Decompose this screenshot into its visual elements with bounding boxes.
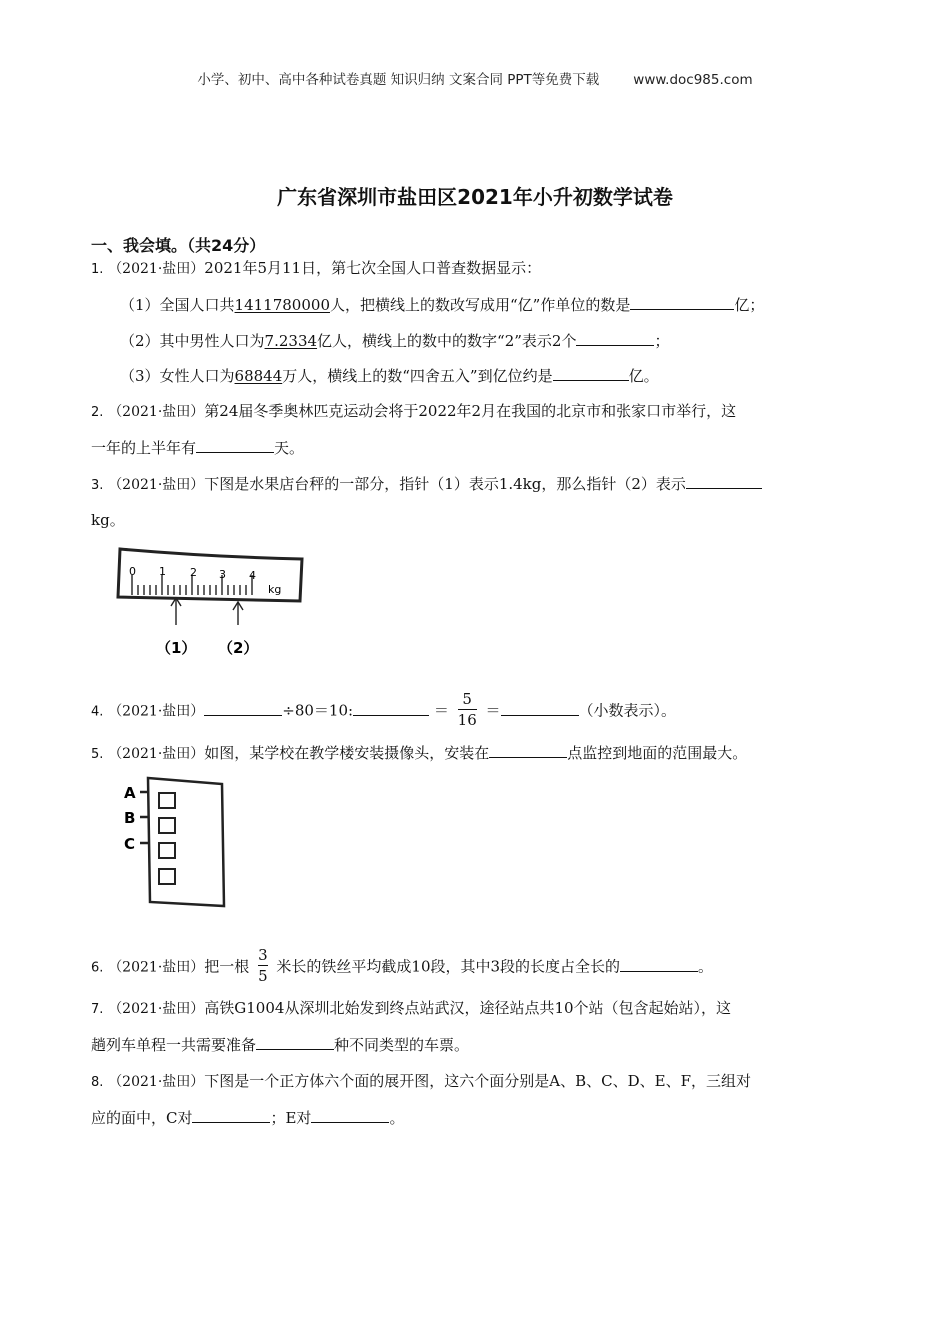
question-text: 。 [698,957,714,976]
answer-blank[interactable] [204,701,282,716]
fraction [458,690,477,729]
question-text: 一年的上半年有 [91,439,197,457]
question-7-line-2 [91,1035,469,1055]
question-text: 趟列车单程一共需要准备 [91,1036,257,1054]
question-3 [91,474,762,496]
question-number: 5. [91,747,104,762]
question-text: 2021年5月11日，第七次全国人口普查数据显示： [204,259,542,277]
question-text: ÷80＝10: [282,701,354,720]
answer-blank[interactable] [192,1108,270,1123]
question-1-part-2 [120,331,670,351]
question-text: 如图，某学校在教学楼安装摄像头，安装在 [204,744,490,762]
exam-title: 广东省深圳市盐田区2021年小升初数学试卷 [277,185,673,209]
question-1 [91,258,541,280]
question-text: 点监控到地面的范围最大。 [567,744,748,762]
question-text: 高铁G1004从深圳北始发到终点站武汉，途径站点共10个站（包含起始站），这 [204,999,732,1017]
part-text: 万人，横线上的数“四舍五入”到亿位约是 [282,367,553,385]
answer-blank[interactable] [353,701,429,716]
building-figure [118,772,233,910]
part-text: ； [654,332,670,350]
answer-blank[interactable] [620,957,698,972]
point-label-c: C [124,835,136,853]
part-text: （3）女性人口为 [120,367,235,385]
part-text: 亿人，横线上的数中的数字“2”表示2个 [317,332,577,350]
question-source: （2021·盐田） [108,404,205,420]
question-number: 8. [91,1075,104,1090]
question-text: （小数表示）。 [578,701,677,720]
underlined-number: 68844 [234,367,283,385]
pointer-2-label: （2） [218,639,259,657]
question-8 [91,1071,751,1093]
question-1-part-3 [120,366,659,386]
scale-tick-label: 3 [219,568,226,581]
question-source: （2021·盐田） [108,261,205,277]
scale-tick-label: 0 [129,565,136,578]
question-number: 6. [91,960,104,976]
part-text: （1）全国人口共 [120,296,235,314]
header-site-link[interactable]: www.doc985.com [633,72,753,88]
answer-blank[interactable] [553,366,629,381]
part-text: 人，把横线上的数改写成用“亿”作单位的数是 [329,296,631,314]
fraction-denominator: 5 [258,967,268,985]
part-text: 亿。 [628,367,659,385]
question-source: （2021·盐田） [108,1001,205,1017]
underlined-number: 7.2334 [264,332,318,350]
page-header [0,68,950,88]
question-2 [91,401,736,423]
scale-tick-label: 2 [190,566,197,579]
answer-blank[interactable] [630,295,734,310]
equals-sign: ＝ [433,701,449,720]
question-2-line-2 [91,438,304,458]
question-number: 1. [91,262,104,277]
question-source: （2021·盐田） [108,477,205,493]
question-number: 4. [91,704,104,720]
question-5 [91,743,747,765]
question-4 [91,692,676,731]
fraction-numerator: 5 [462,690,472,708]
question-text: 下图是一个正方体六个面的展开图，这六个面分别是A、B、C、D、E、F，三组对 [204,1072,752,1090]
fraction-numerator: 3 [258,946,268,964]
point-label-a: A [124,784,136,802]
question-7 [91,998,731,1020]
part-text: 亿； [734,296,765,314]
question-text: kg。 [91,511,125,529]
part-text: （2）其中男性人口为 [120,332,265,350]
question-text: 把一根 [204,957,250,976]
question-text: 下图是水果店台秤的一部分，指针（1）表示1.4kg，那么指针（2）表示 [204,475,686,493]
scale-figure [112,545,312,663]
question-text: 天。 [274,439,305,457]
answer-blank[interactable] [501,701,579,716]
question-6 [91,948,713,987]
question-source: （2021·盐田） [108,1074,205,1090]
answer-blank[interactable] [489,743,567,758]
answer-blank[interactable] [256,1035,334,1050]
question-text: 第24届冬季奥林匹克运动会将于2022年2月在我国的北京市和张家口市举行，这 [204,402,737,420]
question-text: 种不同类型的车票。 [334,1036,470,1054]
question-source: （2021·盐田） [108,959,205,976]
underlined-number: 1411780000 [234,296,330,314]
answer-blank[interactable] [686,474,762,489]
equals-sign: ＝ [485,701,501,720]
question-3-line-2 [91,510,125,530]
pointer-1-label: （1） [156,639,197,657]
header-banner: 小学、初中、高中各种试卷真题 知识归纳 文案合同 PPT等免费下载 [197,72,600,88]
question-1-part-1 [120,295,764,315]
section-heading: 一、我会填。（共24分） [91,236,266,255]
question-source: （2021·盐田） [108,703,205,720]
scale-unit: kg [268,583,282,596]
question-number: 3. [91,478,104,493]
question-source: （2021·盐田） [108,746,205,762]
answer-blank[interactable] [311,1108,389,1123]
answer-blank[interactable] [196,438,274,453]
point-label-b: B [124,809,136,827]
question-text: 。 [389,1109,405,1127]
fraction-denominator: 16 [457,711,477,729]
question-text: ；E对 [270,1109,312,1127]
pointer-arrows [171,598,243,625]
question-number: 7. [91,1002,104,1017]
answer-blank[interactable] [576,331,654,346]
question-text: 米长的铁丝平均截成10段，其中3段的长度占全长的 [276,957,621,976]
question-8-line-2 [91,1108,404,1128]
question-number: 2. [91,405,104,420]
fraction [258,946,268,985]
question-text: 应的面中，C对 [91,1109,193,1127]
scale-tick-label: 4 [249,569,256,582]
scale-tick-label: 1 [159,565,166,578]
